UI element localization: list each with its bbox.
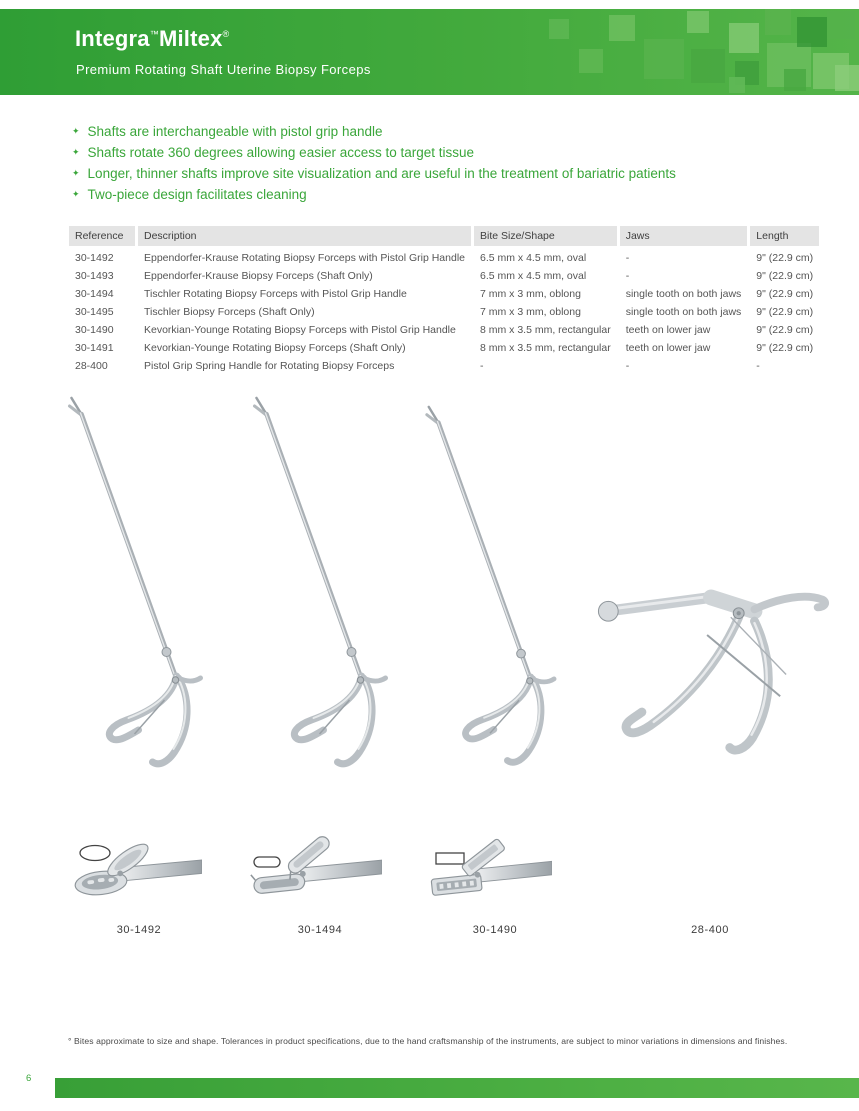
- table-row: [69, 339, 819, 357]
- cell-length: 9" (22.9 cm): [756, 252, 814, 264]
- figure-label: 30-1492: [116, 924, 162, 936]
- forceps-photo-30-1494: [245, 390, 425, 820]
- feature-text: Shafts are interchangeable with pistol grip handle: [87, 124, 383, 139]
- star-bullet-icon: ✦: [72, 189, 80, 199]
- cell-reference: 30-1493: [75, 270, 114, 282]
- table-row: [69, 357, 819, 375]
- cell-reference: 30-1492: [75, 252, 114, 264]
- table-header-row: [69, 226, 819, 246]
- cell-reference: 28-400: [75, 360, 108, 372]
- header-banner: [0, 9, 859, 95]
- cell-description: Pistol Grip Spring Handle for Rotating Biopsy Forceps: [144, 360, 395, 372]
- cell-length: 9" (22.9 cm): [756, 288, 814, 300]
- mosaic-squares-decoration: [429, 9, 859, 95]
- cell-description: Eppendorfer-Krause Biopsy Forceps (Shaft Only): [144, 270, 373, 282]
- feature-item: [72, 163, 676, 184]
- trademark-symbol: ™: [149, 29, 159, 39]
- column-header-bite: Bite Size/Shape: [474, 226, 617, 246]
- table-row: [69, 321, 819, 339]
- handle-photo-28-400: [590, 552, 838, 794]
- cell-description: Tischler Biopsy Forceps (Shaft Only): [144, 306, 315, 318]
- cell-reference: 30-1491: [75, 342, 114, 354]
- cell-length: -: [756, 360, 760, 372]
- feature-text: Two-piece design facilitates cleaning: [87, 187, 307, 202]
- cell-bite: 8 mm x 3.5 mm, rectangular: [480, 324, 611, 336]
- cell-description: Kevorkian-Younge Rotating Biopsy Forceps (Shaft Only): [144, 342, 406, 354]
- figure-label: 30-1490: [472, 924, 518, 936]
- cell-jaws: -: [625, 360, 630, 372]
- table-row: [69, 267, 819, 285]
- cell-jaws: -: [625, 252, 630, 264]
- registered-symbol: ®: [222, 29, 230, 39]
- feature-item: [72, 142, 676, 163]
- cell-bite: -: [480, 360, 484, 372]
- forceps-photo-30-1492: [60, 390, 240, 820]
- table-body: [69, 246, 819, 375]
- feature-text: Longer, thinner shafts improve site visualization and are useful in the treatment of bariatric patients: [87, 166, 676, 181]
- brand-logo: [75, 26, 229, 52]
- figure-label: 28-400: [691, 924, 729, 936]
- footer-bar: [55, 1078, 859, 1098]
- figure-label: 30-1494: [297, 924, 343, 936]
- page-subtitle: Premium Rotating Shaft Uterine Biopsy Forceps: [76, 62, 371, 77]
- cell-length: 9" (22.9 cm): [756, 306, 814, 318]
- cell-jaws: single tooth on both jaws: [625, 306, 742, 318]
- product-spec-table: [66, 226, 822, 375]
- cell-description: Tischler Rotating Biopsy Forceps with Pistol Grip Handle: [144, 288, 407, 300]
- feature-list: [72, 121, 676, 205]
- cell-bite: 7 mm x 3 mm, oblong: [480, 306, 581, 318]
- column-header-reference: Reference: [69, 226, 135, 246]
- cell-reference: 30-1495: [75, 306, 114, 318]
- star-bullet-icon: ✦: [72, 147, 80, 157]
- tip-closeup-oblong: [250, 828, 382, 908]
- table-row: [69, 246, 819, 267]
- star-bullet-icon: ✦: [72, 126, 80, 136]
- cell-jaws: teeth on lower jaw: [625, 342, 711, 354]
- table-header: [69, 226, 819, 246]
- cell-reference: 30-1490: [75, 324, 114, 336]
- tip-closeup-oval: [72, 835, 202, 907]
- cell-length: 9" (22.9 cm): [756, 270, 814, 282]
- cell-bite: 6.5 mm x 4.5 mm, oval: [480, 270, 587, 282]
- brand-miltex: Miltex: [158, 26, 223, 51]
- cell-bite: 8 mm x 3.5 mm, rectangular: [480, 342, 611, 354]
- cell-description: Kevorkian-Younge Rotating Biopsy Forceps with Pistol Grip Handle: [144, 324, 456, 336]
- table-row: [69, 285, 819, 303]
- feature-text: Shafts rotate 360 degrees allowing easier access to target tissue: [87, 145, 475, 160]
- cell-jaws: single tooth on both jaws: [625, 288, 742, 300]
- table-row: [69, 303, 819, 321]
- cell-length: 9" (22.9 cm): [756, 342, 814, 354]
- feature-item: [72, 184, 676, 205]
- footnote: ° Bites approximate to size and shape. Tolerances in product specifications, due to the hand craftsmanship of the instruments, are subject to minor variations in dimensions and finishes.: [68, 1036, 788, 1046]
- cell-bite: 7 mm x 3 mm, oblong: [480, 288, 581, 300]
- feature-item: [72, 121, 676, 142]
- column-header-length: Length: [750, 226, 819, 246]
- brand-integra: Integra: [75, 26, 150, 51]
- cell-bite: 6.5 mm x 4.5 mm, oval: [480, 252, 587, 264]
- cell-jaws: -: [625, 270, 630, 282]
- cell-description: Eppendorfer-Krause Rotating Biopsy Forceps with Pistol Grip Handle: [144, 252, 465, 264]
- column-header-description: Description: [138, 226, 471, 246]
- tip-closeup-rectangular: [428, 832, 552, 908]
- star-bullet-icon: ✦: [72, 168, 80, 178]
- forceps-photo-30-1490: [420, 398, 590, 818]
- cell-length: 9" (22.9 cm): [756, 324, 814, 336]
- page-number: 6: [26, 1073, 32, 1084]
- column-header-jaws: Jaws: [620, 226, 748, 246]
- cell-jaws: teeth on lower jaw: [625, 324, 711, 336]
- cell-reference: 30-1494: [75, 288, 114, 300]
